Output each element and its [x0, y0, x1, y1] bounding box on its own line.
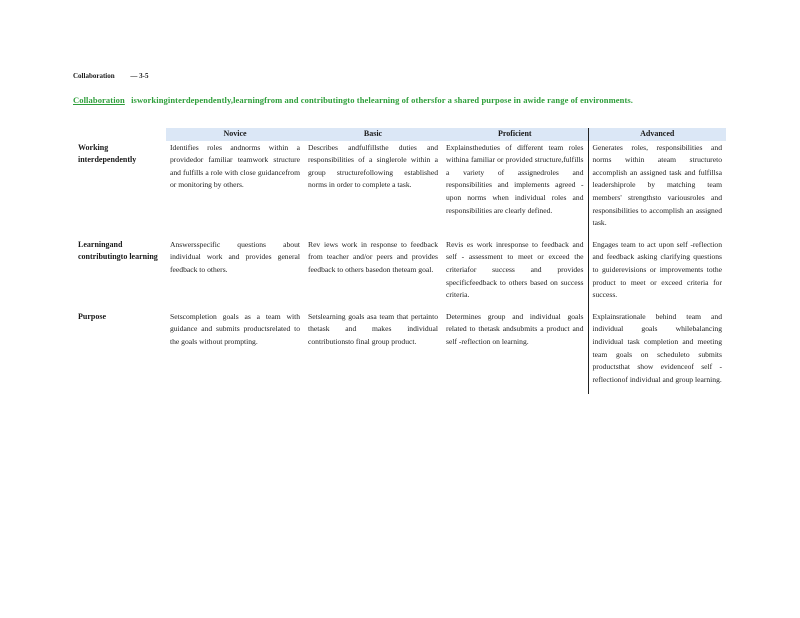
rubric-cell: Engages team to act upon self -reflection and feedback asking clarifying questions to guiderevisions or improvements tothe product to meet or exceed criteria for success. — [588, 238, 726, 310]
rubric-cell: Explainsrationale behind team and individual goals whilebalancing individual task completion and meeting team goals on scheduleto submits productsthat show evidenceof self -reflectionof individual and group learning. — [588, 310, 726, 395]
rubric-cell: Explainstheduties of different team roles withina familiar or provided structure,fulfills a variety of assignedroles and responsibilities and implements agreed -upon norms when individual roles and responsibilities are clearly defined. — [446, 142, 584, 215]
header-corner-cell — [73, 128, 166, 141]
column-header-basic: Basic — [304, 128, 442, 141]
column-header-advanced: Advanced — [588, 128, 726, 141]
rubric-cell: Setslearning goals asa team that pertainto thetask and makes individual contributionsto final group product. — [308, 311, 438, 346]
rubric-cell: Answersspecific questions about individual work and provides general feedback to others. — [170, 239, 300, 274]
table-row — [73, 141, 726, 238]
rubric-cell: Describes andfulfillsthe duties and responsibilities of a singlerole within a group structurefollowing established norms in order to complete a task. — [308, 142, 438, 190]
row-label: Working interdependently — [78, 142, 137, 165]
rubric-cell: Determines group and individual goals related to thetask andsubmits a product and self -reflection on learning. — [446, 311, 584, 346]
rubric-cell: Identifies roles andnorms within a providedor familiar teamwork structure and fulfills a role with close guidancefrom or monitoring by others. — [170, 142, 300, 190]
page-header — [73, 72, 162, 80]
row-label: Purpose — [78, 311, 106, 321]
rubric-cell: Revis es work inresponse to feedback and self - assessment to meet or exceed the criteriafor success and provides specificfeedback to others based on success criteria. — [446, 239, 584, 300]
column-header-novice: Novice — [166, 128, 304, 141]
rubric-cell: Rev iews work in response to feedback from teacher and/or peers and provides feedback to others basedon theteam goal. — [308, 239, 438, 274]
rubric-cell: Setscompletion goals as a team with guidance and submits productsrelated to the goals without prompting. — [170, 311, 300, 346]
definition-term: Collaboration — [73, 95, 125, 105]
row-label: Learningand contributingto learning — [78, 239, 158, 262]
header-grade: — 3-5 — [130, 72, 149, 80]
table-row — [73, 238, 726, 310]
definition-text: isworkinginterdependently,learningfrom and contributingto thelearning of othersfor a shared purpose in awide range of environments. — [131, 95, 634, 105]
rubric-table — [73, 128, 726, 394]
column-header-proficient: Proficient — [442, 128, 588, 141]
collaboration-definition — [73, 94, 713, 107]
rubric-header-row — [73, 128, 726, 141]
table-row — [73, 310, 726, 395]
header-title: Collaboration — [73, 72, 115, 80]
rubric-cell: Generates roles, responsibilities and norms within ateam structureto accomplish an assigned task and fulfillsa leadershiprole by matching team members' strengthsto variousroles and responsibilities to accomplish an assigned task. — [588, 141, 726, 238]
